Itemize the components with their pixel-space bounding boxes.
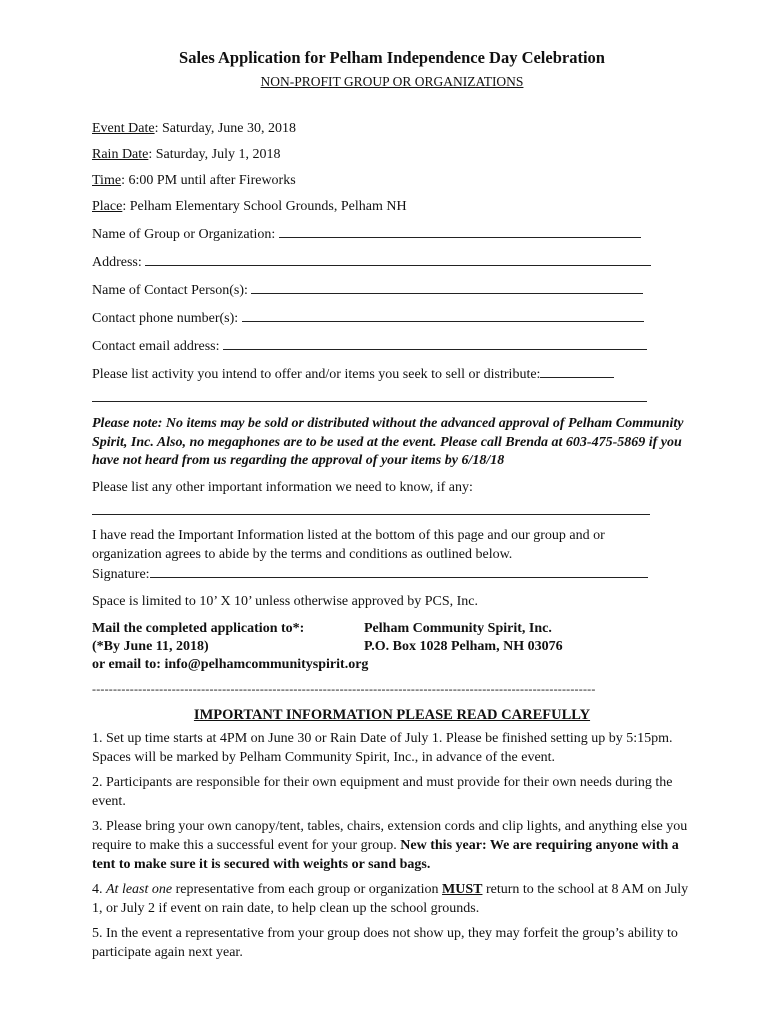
mail-left-2: (*By June 11, 2018) <box>92 638 209 654</box>
important-heading: IMPORTANT INFORMATION PLEASE READ CAREFULLY <box>193 706 591 723</box>
important-item-4 <box>92 880 692 918</box>
email-label: Contact email address: <box>92 339 220 354</box>
activity-label: Please list activity you intend to offer and/or items you seek to sell or distribute: <box>92 367 541 382</box>
contact-person-row <box>92 280 692 300</box>
phone-field[interactable] <box>242 308 644 322</box>
mail-right-1: Pelham Community Spirit, Inc. <box>364 620 552 636</box>
page-title: Sales Application for Pelham Independence Day Celebration <box>179 48 605 67</box>
time-label: Time <box>92 173 122 188</box>
address-row <box>92 252 692 272</box>
contact-person-field[interactable] <box>251 280 643 294</box>
important-item-3 <box>92 817 692 874</box>
address-label: Address: <box>92 255 142 270</box>
time-value: : 6:00 PM until after Fireworks <box>121 173 296 188</box>
important-item-4-text-b: return to the school at 8 AM on July 1, or July 2 if event on rain date, to help clean up the school grounds. <box>92 881 689 916</box>
group-name-label: Name of Group or Organization: <box>92 227 276 242</box>
signature-row <box>92 564 692 584</box>
other-info-label: Please list any other important information we need to know, if any: <box>92 479 473 495</box>
activity-field-line[interactable] <box>92 388 647 402</box>
event-date-value: : Saturday, June 30, 2018 <box>154 121 297 136</box>
approval-note: Please note: No items may be sold or distributed without the advanced approval of Pelham Community Spirit, Inc. Also, no megaphones are to be used at the event. Please call Brenda at 603-475-5869 if you have not heard from us regarding the approval of your items by 6/18/18 <box>92 416 684 468</box>
important-item-1: 1. Set up time starts at 4PM on June 30 or Rain Date of July 1. Please be finished setting up by 5:15pm. Spaces will be marked by Pelham Community Spirit, Inc., in advance of the event. <box>92 730 673 765</box>
group-name-row <box>92 224 692 244</box>
time-line <box>92 172 692 190</box>
important-item-2: 2. Participants are responsible for their own equipment and must provide for their own needs during the event. <box>92 774 673 809</box>
place-label: Place <box>92 199 123 214</box>
mail-right-2: P.O. Box 1028 Pelham, NH 03076 <box>364 638 563 654</box>
page-subtitle: NON-PROFIT GROUP OR ORGANIZATIONS <box>260 74 524 89</box>
important-item-5: 5. In the event a representative from your group does not show up, they may forfeit the group’s ability to participate again next year. <box>92 925 678 960</box>
important-item-4-text-a: representative from each group or organization <box>172 881 443 897</box>
activity-field-inline[interactable] <box>540 364 614 378</box>
signature-label: Signature: <box>92 566 150 582</box>
mail-email-line: or email to: info@pelhamcommunityspirit.org <box>92 656 369 672</box>
mail-block <box>92 620 692 674</box>
place-line <box>92 198 692 216</box>
mail-left-1: Mail the completed application to*: <box>92 620 305 636</box>
activity-row <box>92 364 692 384</box>
space-note: Space is limited to 10’ X 10’ unless otherwise approved by PCS, Inc. <box>92 593 478 609</box>
rain-date-line <box>92 146 692 164</box>
address-field[interactable] <box>145 252 651 266</box>
other-info-field[interactable] <box>92 501 650 515</box>
important-item-3-bold: New this year: We are requiring anyone with a tent to make sure it is secured with weights or sand bags. <box>92 837 679 872</box>
place-value: : Pelham Elementary School Grounds, Pelham NH <box>122 199 407 214</box>
rain-date-value: : Saturday, July 1, 2018 <box>148 147 281 162</box>
important-item-4-number: 4. <box>92 881 106 897</box>
important-item-4-must: MUST <box>442 881 483 897</box>
event-date-label: Event Date <box>92 121 155 136</box>
event-date-line <box>92 120 692 138</box>
group-name-field[interactable] <box>279 224 641 238</box>
phone-row <box>92 308 692 328</box>
important-item-3-text: 3. Please bring your own canopy/tent, tables, chairs, extension cords and clip lights, and anything else you require to make this a successful event for your group. <box>92 818 688 853</box>
email-field[interactable] <box>223 336 647 350</box>
agreement-text: I have read the Important Information listed at the bottom of this page and our group and or organization agrees to abide by the terms and conditions as outlined below. <box>92 527 605 562</box>
phone-label: Contact phone number(s): <box>92 311 239 326</box>
cut-line-divider: ------------------------------------------------------------------------------------------------------------------------ <box>92 681 596 696</box>
rain-date-label: Rain Date <box>92 147 149 162</box>
signature-field[interactable] <box>150 564 648 578</box>
contact-person-label: Name of Contact Person(s): <box>92 283 248 298</box>
application-form <box>92 48 692 962</box>
important-item-4-italic: At least one <box>106 881 173 897</box>
email-row <box>92 336 692 356</box>
